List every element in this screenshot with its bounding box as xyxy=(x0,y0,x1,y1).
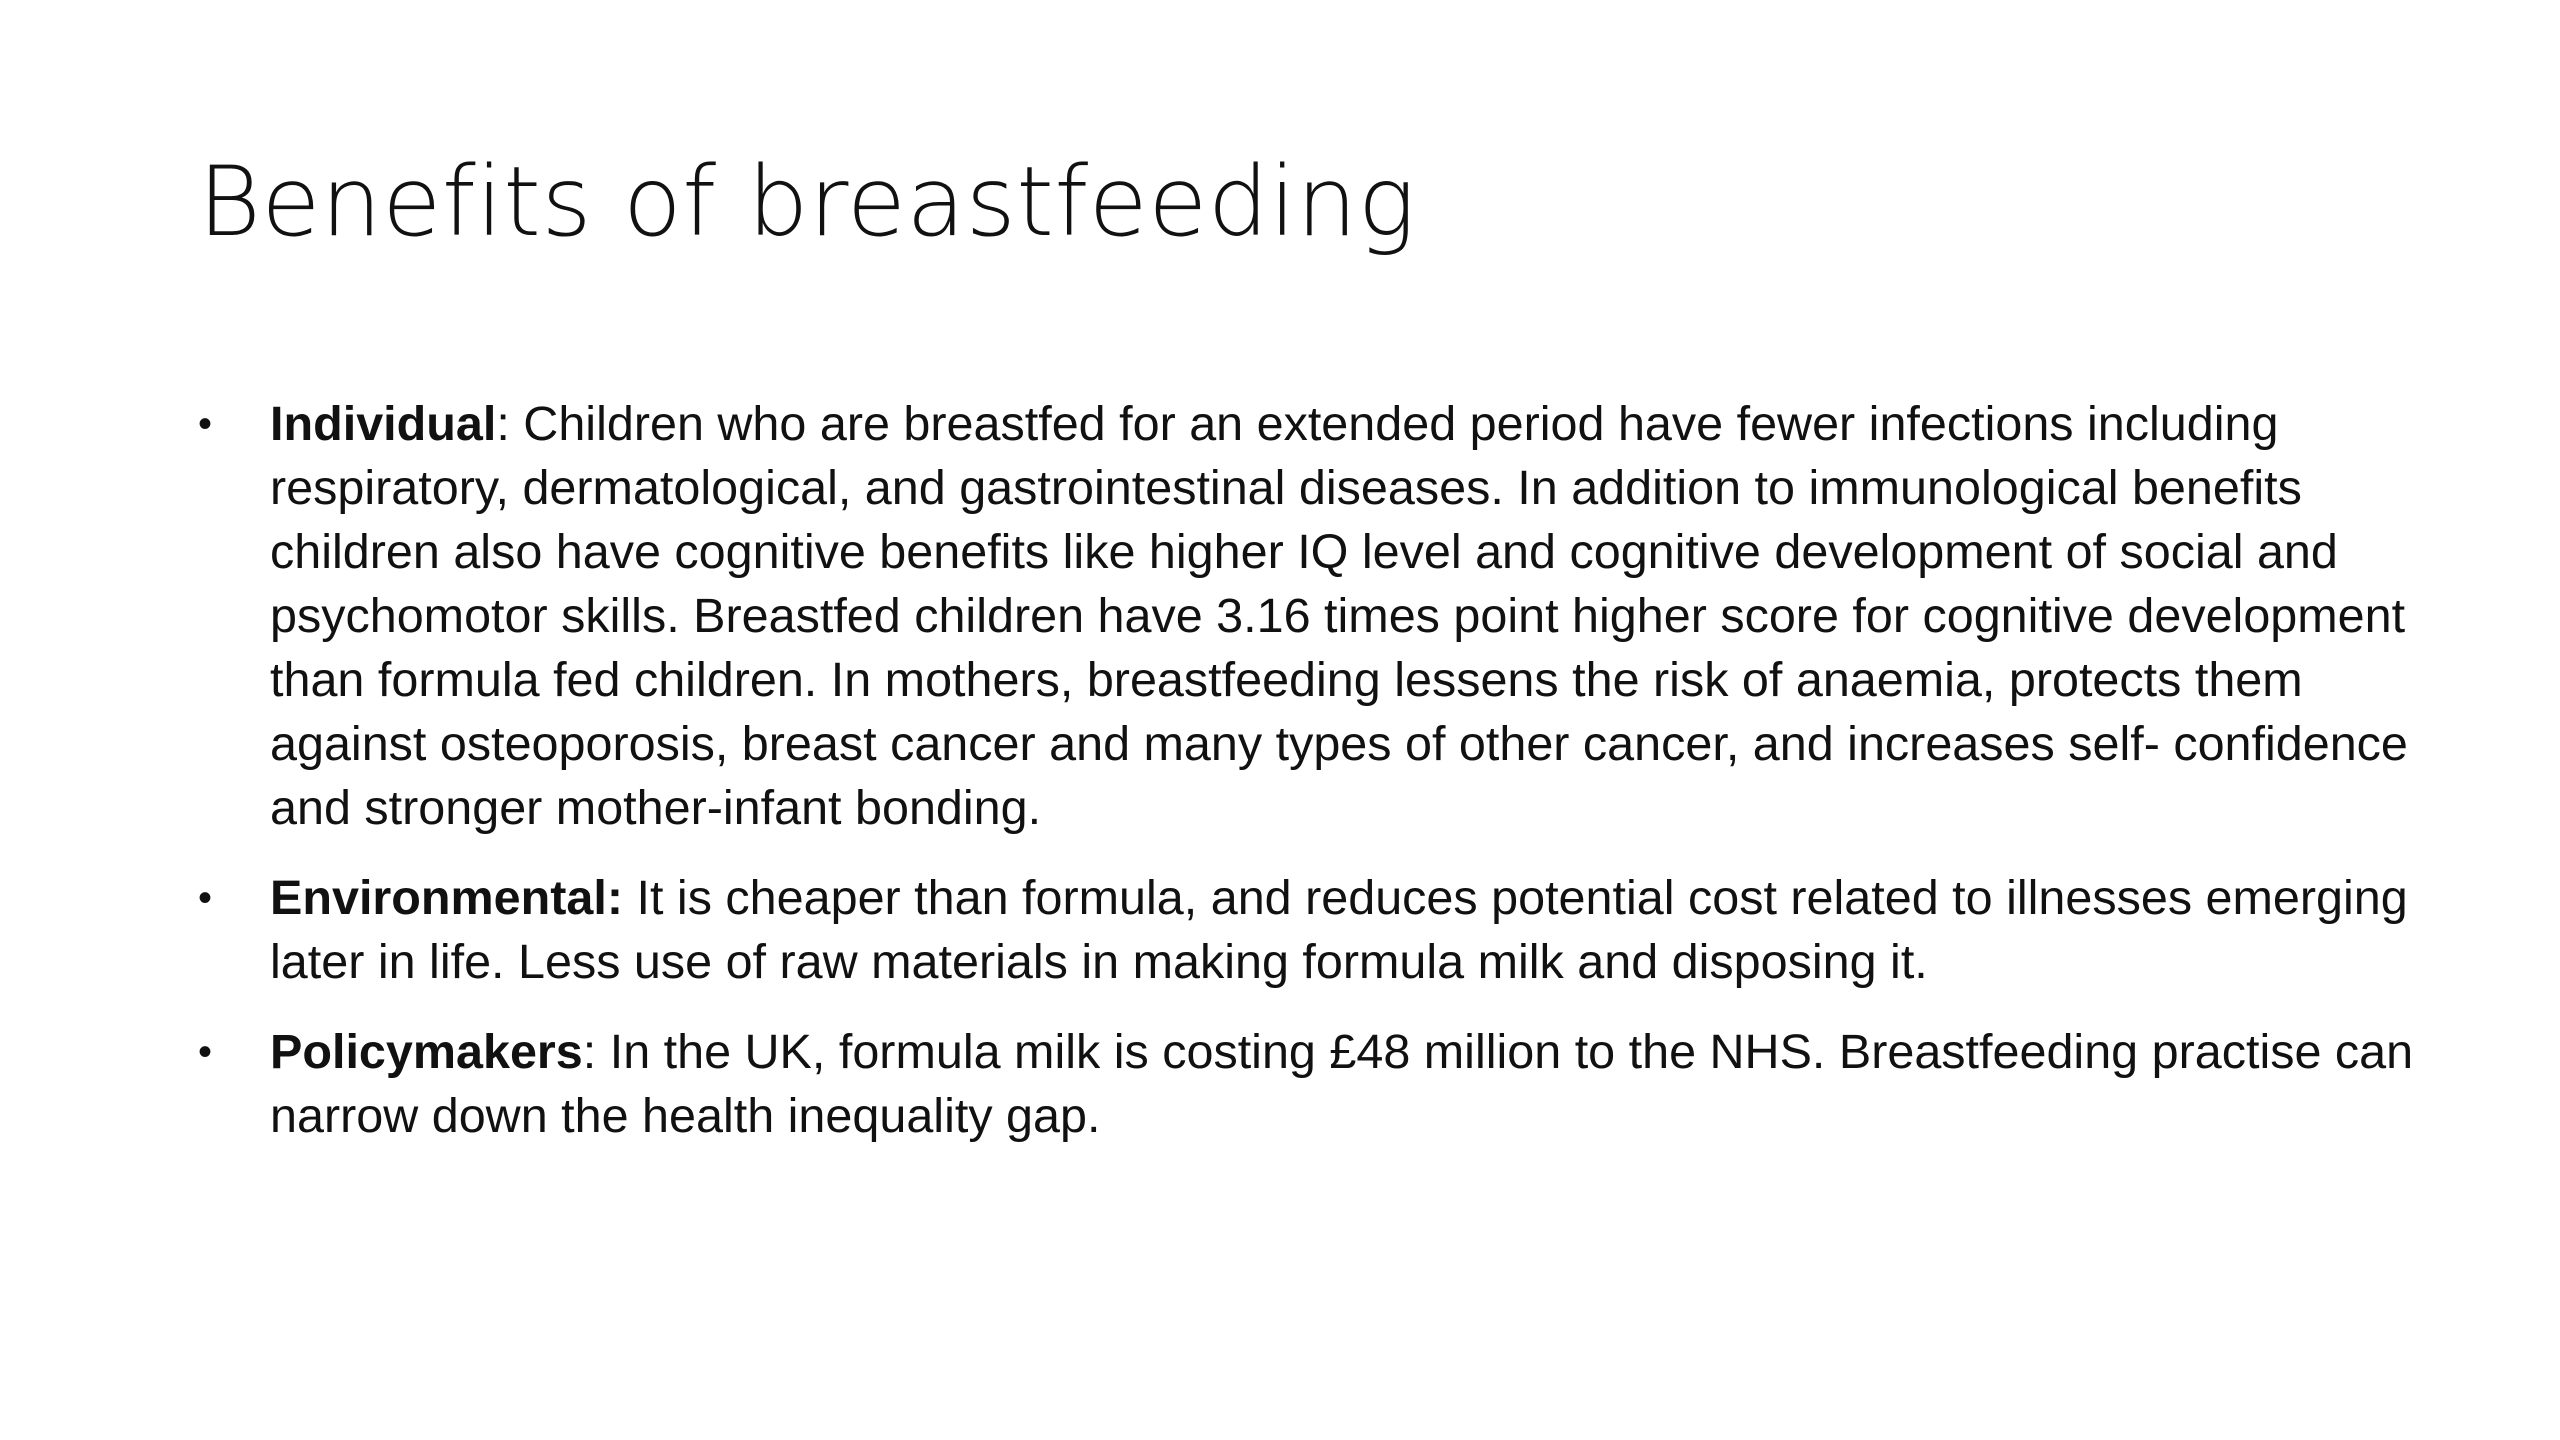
bullet-text: : Children who are breastfed for an extended period have fewer infections including respiratory, dermatological, and gastrointestinal diseases. In addition to immunological benefits children also have cognitive benefits like higher IQ level and cognitive development of social and psychomotor skills. Breastfed children have 3.16 times point higher score for cognitive development than formula fed children. In mothers, breastfeeding lessens the risk of anaemia, protects them against osteoporosis, breast cancer and many types of other cancer, and increases self- confidence and stronger mother-infant bonding. xyxy=(270,397,2408,835)
bullet-list xyxy=(198,392,2418,1174)
bullet-heading: Individual xyxy=(270,397,497,451)
bullet-text: : In the UK, formula milk is costing £48 million to the NHS. Breastfeeding practise can narrow down the health inequality gap. xyxy=(270,1025,2414,1143)
bullet-dot-icon: • xyxy=(198,1030,213,1074)
bullet-item-policymakers xyxy=(198,1020,2418,1148)
bullet-dot-icon: • xyxy=(198,876,213,920)
bullet-item-individual xyxy=(198,392,2418,840)
bullet-heading: Environmental: xyxy=(270,871,624,925)
bullet-heading: Policymakers xyxy=(270,1025,583,1079)
bullet-item-environmental xyxy=(198,866,2418,994)
bullet-text: It is cheaper than formula, and reduces potential cost related to illnesses emerging later in life. Less use of raw materials in making formula milk and disposing it. xyxy=(270,871,2408,989)
bullet-dot-icon: • xyxy=(198,402,213,446)
slide-title: Benefits of breastfeeding xyxy=(198,146,1416,258)
